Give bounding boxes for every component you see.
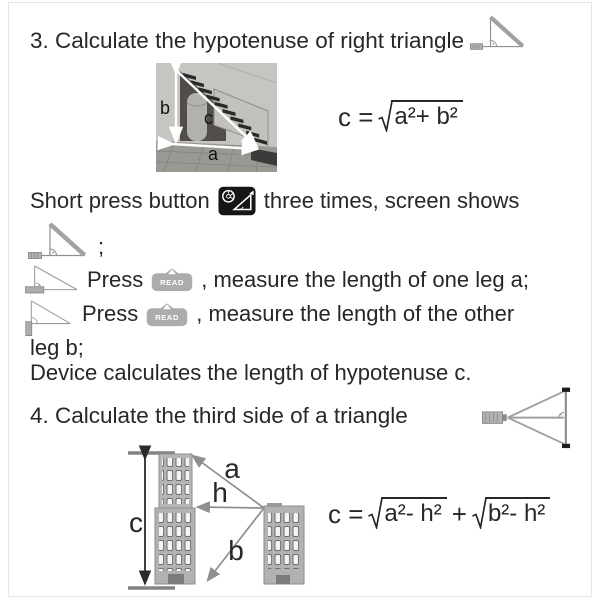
photo-label-a: a	[208, 144, 219, 164]
right-triangle-device-icon	[28, 221, 88, 262]
read-button-icon	[149, 266, 195, 293]
read-button-icon	[144, 301, 190, 328]
formula-lhs: c =	[338, 102, 374, 132]
stairs-photo	[156, 63, 277, 177]
sqrt-term	[378, 99, 462, 132]
press-b-label: Press	[82, 301, 139, 326]
press-leg-a-line	[25, 264, 529, 295]
formula-third-side	[328, 496, 550, 530]
press-a-rest: , measure the length of one leg a;	[201, 266, 530, 292]
leg-b-continuation	[30, 335, 84, 361]
short-press-line	[30, 186, 519, 216]
radicand-2: b²- h²	[485, 497, 550, 528]
press-leg-b-line	[22, 299, 514, 337]
section4-title-line	[30, 403, 408, 429]
buildings-diagram	[112, 441, 312, 600]
right-triangle-device-icon	[470, 14, 526, 53]
sqrt-term-1	[368, 496, 446, 529]
section3-title-line	[30, 14, 526, 54]
plus-operator: +	[451, 499, 467, 529]
section3-title: 3. Calculate the hypotenuse of right triangle	[30, 28, 465, 53]
press-b-rest: , measure the length of the other	[196, 301, 515, 326]
diagram-label-c: c	[129, 507, 143, 538]
photo-label-c: c	[204, 108, 213, 128]
diagram-label-a: a	[224, 453, 240, 484]
triangle-measure-leg-b-icon	[22, 299, 74, 337]
short-press-pre: Short press button	[30, 188, 210, 213]
triangle-measure-leg-a-icon	[25, 264, 79, 295]
formula-hypotenuse	[338, 99, 463, 133]
formula-lhs: c =	[328, 499, 364, 529]
diagram-label-h: h	[212, 477, 228, 508]
diagram-label-b: b	[228, 535, 244, 566]
triangle-third-side-device-icon	[482, 385, 582, 460]
section4-title: 4. Calculate the third side of a triangle	[30, 403, 408, 428]
read-button-label: READ	[155, 312, 180, 322]
screen-shows-line	[28, 221, 104, 262]
sqrt-term-2	[472, 496, 550, 529]
read-button-label: READ	[160, 277, 185, 287]
screen-shows-punct: ;	[98, 234, 105, 259]
photo-label-b: b	[160, 98, 171, 118]
result-text: Device calculates the length of hypotenuse c.	[30, 360, 472, 385]
result-line	[30, 360, 472, 386]
press-a-label: Press	[87, 266, 144, 292]
angle-function-button-icon	[218, 186, 256, 216]
radicand-1: a²- h²	[381, 497, 446, 528]
radicand: a²+ b²	[391, 100, 462, 131]
short-press-post: three times, screen shows	[263, 188, 520, 213]
leg-b-text: leg b;	[30, 335, 84, 360]
